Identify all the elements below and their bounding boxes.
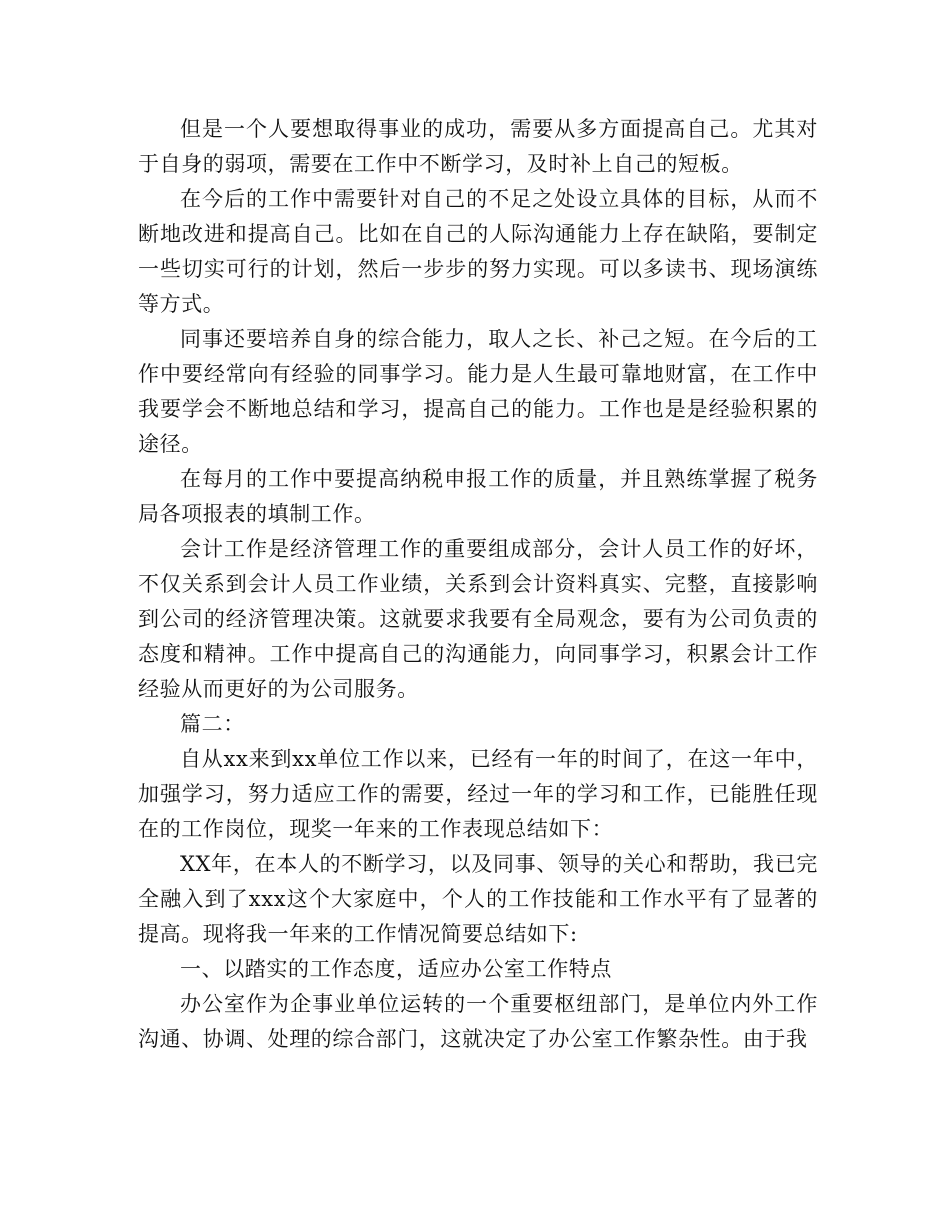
document-body	[138, 112, 818, 1057]
paragraph-4: 在每月的工作中要提高纳税申报工作的质量，并且熟练掌握了税务局各项报表的填制工作。	[138, 467, 818, 526]
paragraph-3: 同事还要培养自身的综合能力，取人之长、补己之短。在今后的工作中要经常向有经验的同事学习。能力是人生最可靠地财富，在工作中我要学会不断地总结和学习，提高自己的能力。工作也是是经验积累的途径。	[138, 327, 818, 456]
paragraph-7: XX年，在本人的不断学习，以及同事、领导的关心和帮助，我已完全融入到了xxx这个大家庭中，个人的工作技能和工作水平有了显著的提高。现将我一年来的工作情况简要总结如下:	[138, 852, 818, 946]
section-heading-part-two: 篇二：	[180, 712, 245, 736]
paragraph-5: 会计工作是经济管理工作的重要组成部分，会计人员工作的好坏，不仅关系到会计人员工作业绩，关系到会计资料真实、完整，直接影响到公司的经济管理决策。这就要求我要有全局观念，要有为公司负责的态度和精神。工作中提高自己的沟通能力，向同事学习，积累会计工作经验从而更好的为公司服务。	[138, 537, 818, 701]
paragraph-2: 在今后的工作中需要针对自己的不足之处设立具体的目标，从而不断地改进和提高自己。比如在自己的人际沟通能力上存在缺陷，要制定一些切实可行的计划，然后一步步的努力实现。可以多读书、现场演练等方式。	[138, 187, 818, 316]
subheading-one: 一、以踏实的工作态度，适应办公室工作特点	[180, 957, 612, 981]
paragraph-8: 办公室作为企事业单位运转的一个重要枢纽部门，是单位内外工作沟通、协调、处理的综合部门，这就决定了办公室工作繁杂性。由于我	[138, 992, 818, 1051]
paragraph-1: 但是一个人要想取得事业的成功，需要从多方面提高自己。尤其对于自身的弱项，需要在工作中不断学习，及时补上自己的短板。	[138, 117, 818, 176]
paragraph-6: 自从xx来到xx单位工作以来，已经有一年的时间了，在这一年中，加强学习，努力适应工作的需要，经过一年的学习和工作，已能胜任现在的工作岗位，现奖一年来的工作表现总结如下：	[138, 747, 818, 841]
